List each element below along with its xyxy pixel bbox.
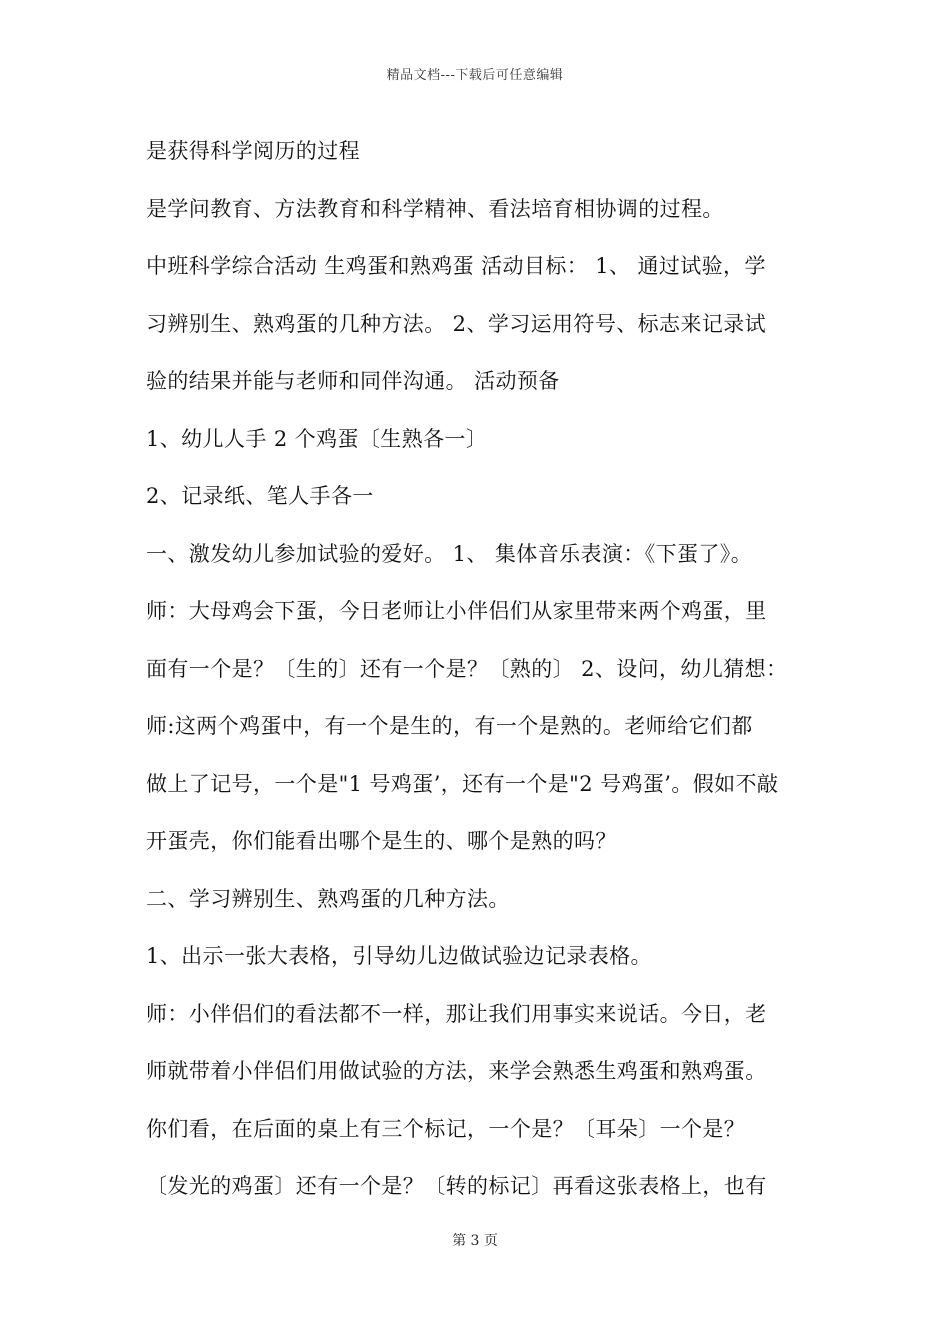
text-line: 2、记录纸、笔人手各一 [146, 484, 374, 508]
text-line: 是学问教育、方法教育和科学精神、看法培育相协调的过程。 [146, 196, 724, 221]
text-line: 验的结果并能与老师和同伴沟通。 活动预备 [146, 369, 560, 393]
text-line: 面有一个是？〔生的〕还有一个是？〔熟的〕 2、设问，幼儿猜想： [146, 656, 788, 681]
text-line: 二、学习辨别生、熟鸡蛋的几种方法。 [146, 886, 510, 911]
text-line: 1、幼儿人手 2 个鸡蛋〔生熟各一〕 [146, 426, 488, 451]
text-line: 开蛋壳，你们能看出哪个是生的、哪个是熟的吗？ [146, 829, 617, 853]
text-line: 师：小伴侣们的看法都不一样，那让我们用事实来说话。今日，老 [146, 1001, 767, 1026]
page-header: 精品文档---下载后可任意编辑 [386, 68, 564, 83]
text-line: 你们看，在后面的桌上有三个标记，一个是？〔耳朵〕一个是？ [146, 1116, 746, 1141]
text-line: 师就带着小伴侣们用做试验的方法，来学会熟悉生鸡蛋和熟鸡蛋。 [146, 1059, 767, 1083]
text-line: 中班科学综合活动 生鸡蛋和熟鸡蛋 活动目标： 1、 通过试验，学 [146, 254, 766, 278]
text-line: 习辨别生、熟鸡蛋的几种方法。 2、学习运用符号、标志来记录试 [146, 311, 767, 336]
document-body [146, 128, 826, 1221]
text-line: 是获得科学阅历的过程 [146, 139, 360, 163]
text-line: 〔发光的鸡蛋〕还有一个是？〔转的标记〕再看这张表格上，也有 [146, 1174, 767, 1198]
text-line: 师：大母鸡会下蛋，今日老师让小伴侣们从家里带来两个鸡蛋，里 [146, 599, 767, 623]
page-number: 第 3 页 [452, 1233, 498, 1249]
text-line: 一、激发幼儿参加试验的爱好。 1、 集体音乐表演：《下蛋了》。 [146, 541, 753, 566]
text-line: 师:这两个鸡蛋中，有一个是生的，有一个是熟的。老师给它们都 [146, 714, 753, 738]
text-line: 做上了记号，一个是"1 号鸡蛋’，还有一个是"2 号鸡蛋’。假如不敲 [146, 771, 779, 796]
text-line: 1、出示一张大表格，引导幼儿边做试验边记录表格。 [146, 944, 652, 968]
